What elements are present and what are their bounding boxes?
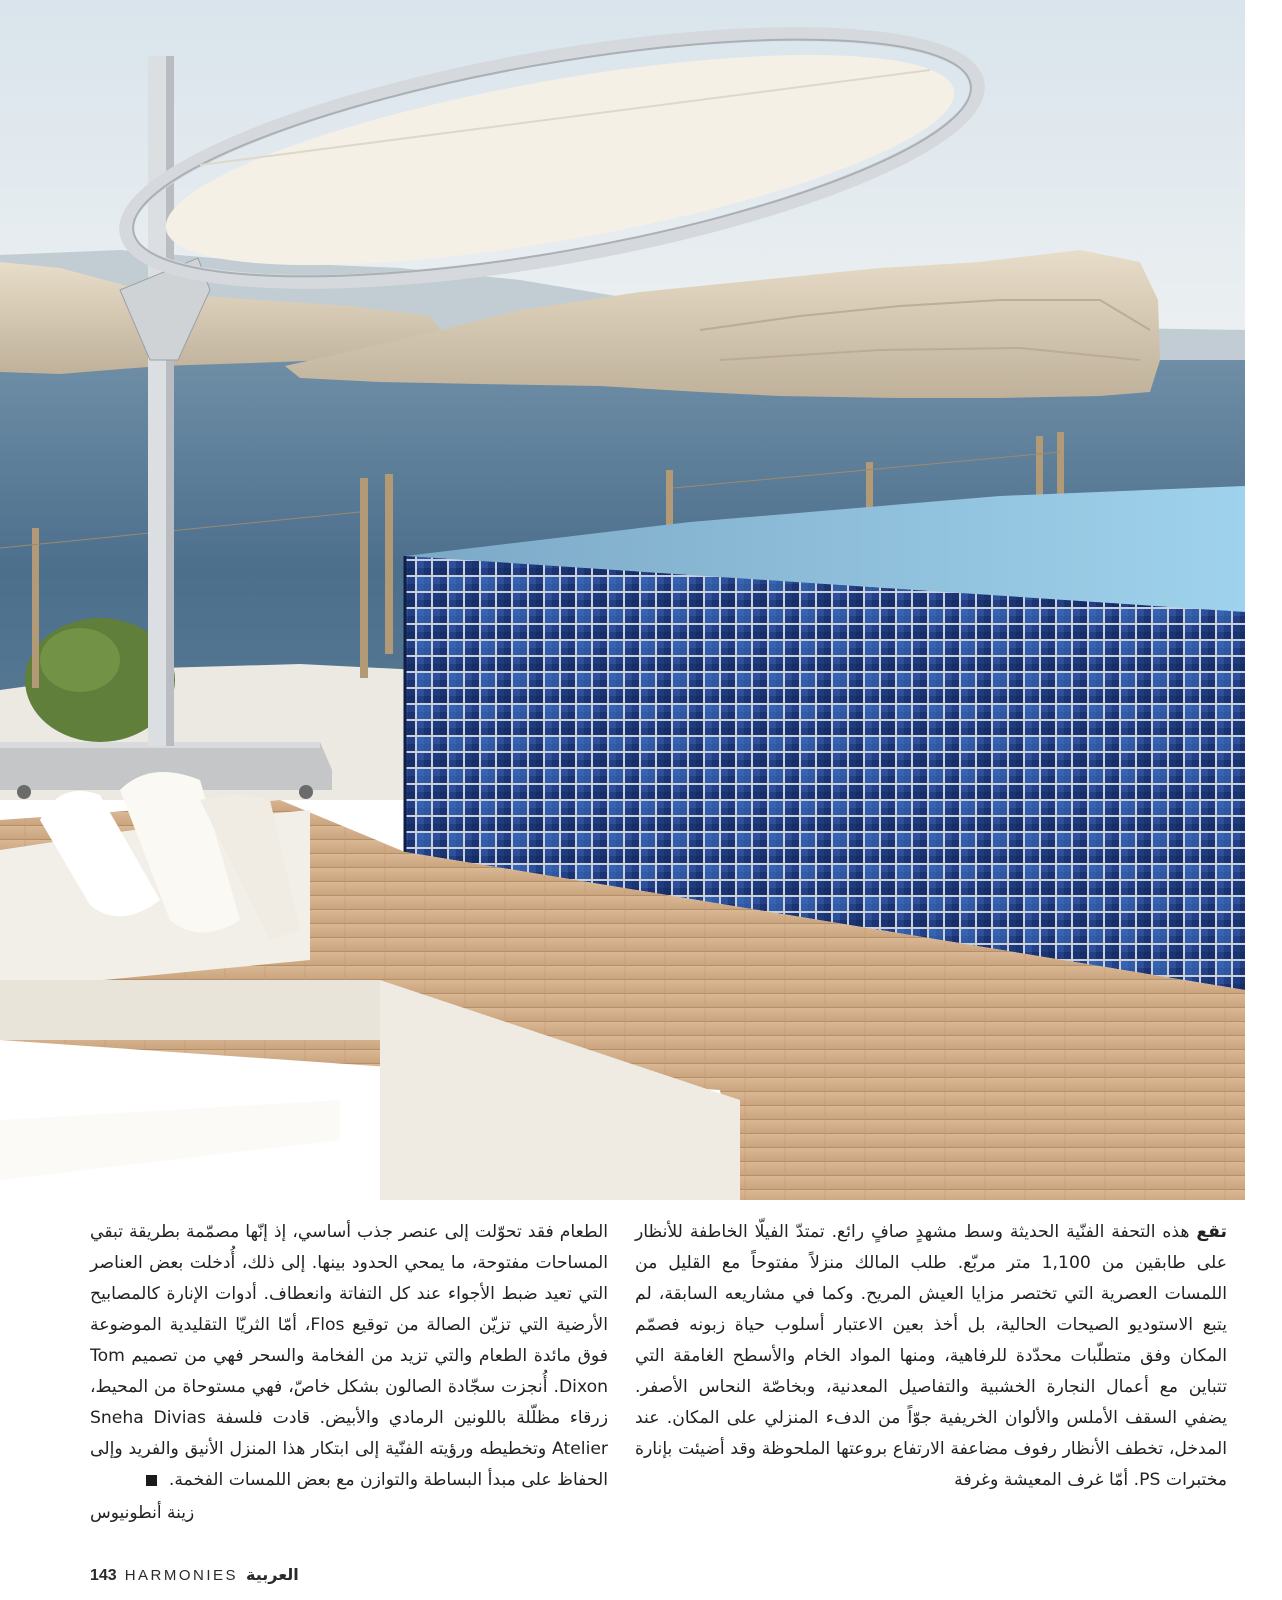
end-mark-icon: [146, 1475, 157, 1486]
page-number: 143: [90, 1567, 117, 1584]
lead-word: تقع: [1196, 1222, 1227, 1242]
author-name: زينة أنطونيوس: [90, 1503, 195, 1523]
edition-label: العربية: [246, 1565, 299, 1584]
article-column-right: [635, 1217, 1227, 1496]
article-column-left: [90, 1217, 608, 1496]
column-right-text: هذه التحفة الفنّية الحديثة وسط مشهدٍ صافٍ رائع. تمتدّ الفيلّا الخاطفة للأنظار على طابقين من 1,100 متر مربّع. طلب المالك منزلاً مفتوحاً مع القليل من اللمسات العصرية التي تختصر مزايا العيش المريح. وكما في مشاريعه السابقة، لم يتبع الاستوديو الصيحات الحالية، بل أخذ بعين الاعتبار أسلوب حياة زبونه فصمّم المكان وفق متطلّبات محدّدة للرفاهية، ومنها المواد الخام والأسطح الغامقة التي تتباين مع أعمال النجارة الخشبية والتفاصيل المعدنية، وبخاصّة النحاس الأصفر. يضفي السقف الأملس والألوان الخريفية جوّاً من الدفء المنزلي على المكان. عند المدخل، تخطف الأنظار رفوف مضاعفة الارتفاع بروعتها الملحوظة وقد أضيئت بإنارة مختبرات PS. أمّا غرف المعيشة وغرفة: [635, 1222, 1227, 1490]
column-left-text: الطعام فقد تحوّلت إلى عنصر جذب أساسي، إذ إنّها مصمّمة بطريقة تبقي المساحات مفتوحة، ما يمحي الحدود بينها. إلى ذلك، أُدخلت بعض العناصر التي تعيد ضبط الأجواء عند كل التفاتة وانعطاف. أدوات الإنارة كالمصابيح الأرضية التي تزيّن الصالة من توقيع Flos، أمّا الثريّا التقليدية الموضوعة فوق مائدة الطعام والتي تزيد من الفخامة والسحر فهي من تصميم Tom Dixon. أُنجزت سجّادة الصالون بشكل خاصّ، فهي مستوحاة من المحيط، زرقاء مظلّلة باللونين الرمادي والأبيض. قادت فلسفة Sneha Divias Atelier وتخطيطه ورؤيته الفنّية إلى ابتكار هذا المنزل الأنيق والفريد وإلى الحفاظ على مبدأ البساطة والتوازن مع بعض اللمسات الفخمة.: [90, 1222, 609, 1490]
page-footer: [90, 1565, 299, 1591]
magazine-name: HARMONIES: [124, 1567, 239, 1584]
